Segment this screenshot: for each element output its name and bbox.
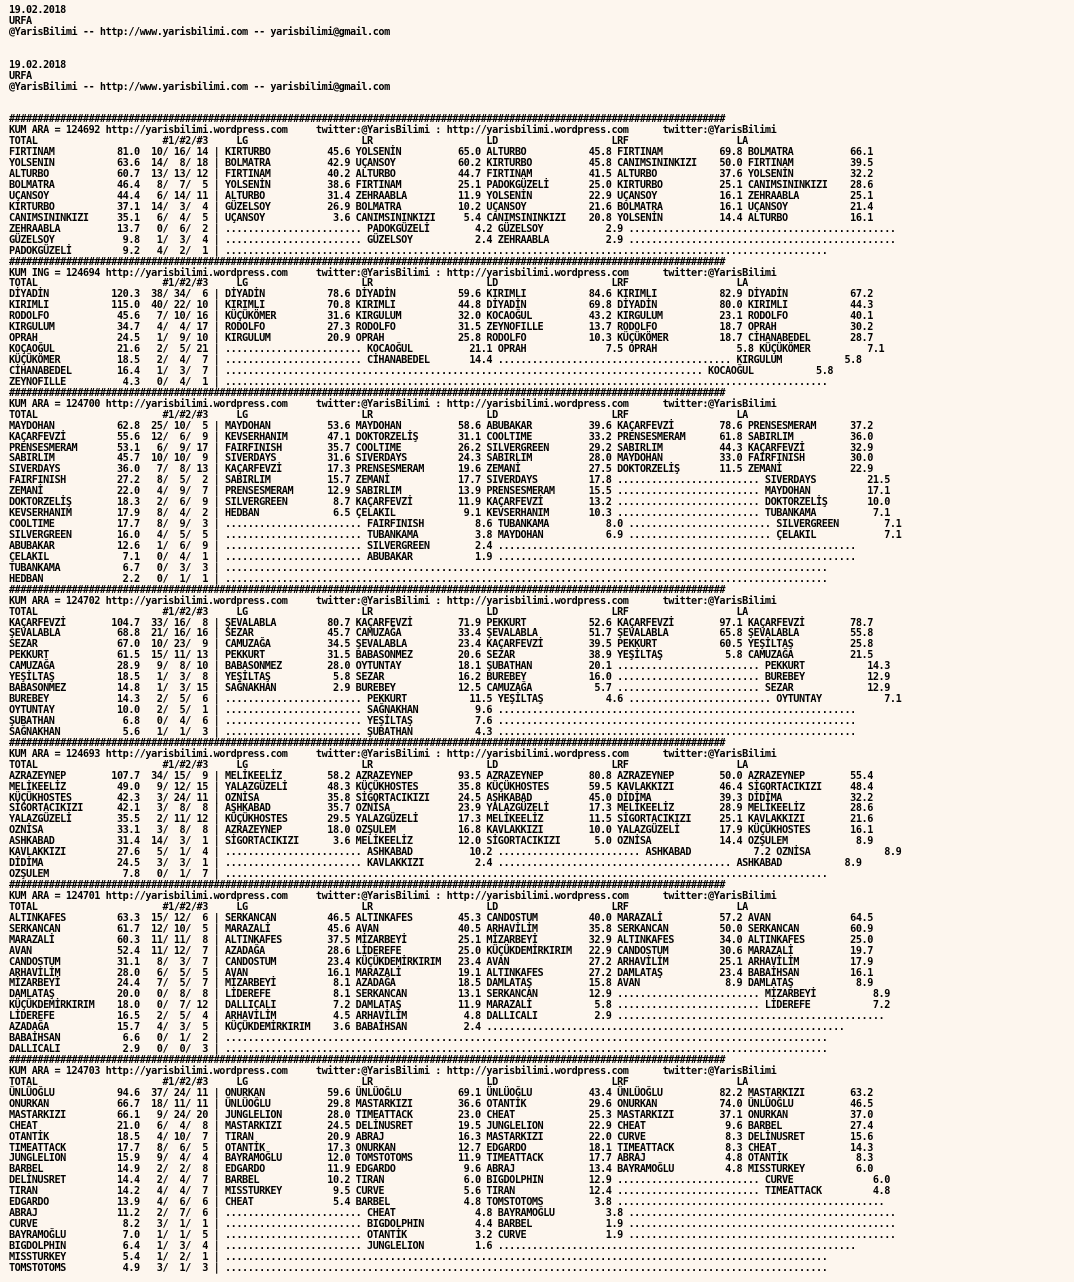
text-line: ##############################################################################################################################	[9, 737, 726, 749]
text-line: ÜNLÜOĞLU 94.6 37/ 24/ 11 | ONURKAN 59.6 ÜNLÜOĞLU 69.1 ÜNLÜOĞLU 43.4 ÜNLÜOĞLU 82.2 MASTARKIZI 63.2	[9, 1087, 873, 1099]
text-line: DALLICALI 2.9 0/ 0/ 3 | ..........................................................................................................	[9, 1044, 828, 1056]
text-line: DİYADİN 120.3 38/ 34/ 6 | DİYADİN 78.6 DİYADİN 59.6 KIRIMLI 84.6 KIRIMLI 82.9 DİYADİN 67.2	[9, 289, 873, 301]
text-line: TOTAL #1/#2/#3 LG LR LD LRF LA	[9, 278, 748, 290]
text-line: @YarisBilimi -- http://www.yarisbilimi.com -- yarisbilimi@gmail.com	[9, 81, 390, 93]
text-line: OZŞULEM 7.8 0/ 1/ 7 | ..........................................................................................................	[9, 869, 828, 881]
text-line: ALTINKAFES 63.3 15/ 12/ 6 | SERKANCAN 46.5 ALTINKAFES 45.3 CANDOSTUM 40.0 MARAZALİ 57.2 AVAN 64.5	[9, 912, 873, 924]
text-line: TOMSTOTOMS 4.9 3/ 1/ 3 | ..........................................................................................................	[9, 1262, 828, 1274]
text-line: SABIRLIM 45.7 10/ 10/ 9 | SIVERDAYS 31.6 SIVERDAYS 24.3 SABIRLIM 28.0 MAYDOHAN 33.0 FAIRFINISH 30.0	[9, 453, 873, 465]
text-line: SAĞNAKHAN 5.6 1/ 1/ 3 | ........................ ŞUBATHAN 4.3 ...............................................................	[9, 726, 856, 738]
text-line: COOLTIME 17.7 8/ 9/ 3 | ........................ FAIRFINISH 8.6 TUBANKAMA 8.0 ......................... SILVERGREEN 7.1	[9, 519, 902, 531]
text-line: CURVE 8.2 3/ 1/ 1 | ........................ BIGDOLPHIN 4.4 BARBEL 1.9 ...............................................	[9, 1219, 896, 1231]
text-line: BABASONMEZ 14.8 1/ 3/ 15 | SAĞNAKHAN 2.9 BUREBEY 12.5 CAMUZAĞA 5.7 ......................... SEZAR 12.9	[9, 683, 890, 695]
text-line: ##############################################################################################################################	[9, 880, 726, 891]
text-line: TOTAL #1/#2/#3 LG LR LD LRF LA	[9, 759, 748, 771]
text-line: @YarisBilimi -- http://www.yarisbilimi.com -- yarisbilimi@gmail.com	[9, 26, 390, 38]
text-line: TUBANKAMA 6.7 0/ 3/ 3 | ..........................................................................................................	[9, 562, 828, 574]
text-line: JUNGLELION 15.9 9/ 4/ 4 | BAYRAMOĞLU 12.0 TOMSTOTOMS 11.9 TIMEATTACK 17.7 ABRAJ 4.8 OTANTİK 8.3	[9, 1153, 873, 1165]
text-line: KUM ARA = 124693 http://yarisbilimi.wordpress.com twitter:@YarisBilimi : http://yarisbilimi.wordpress.com twitter:@YarisBilimi	[9, 748, 777, 760]
text-line: ##############################################################################################################################	[9, 387, 726, 399]
text-line: ABRAJ 11.2 2/ 7/ 6 | ........................ CHEAT 4.8 BAYRAMOĞLU 3.8 ...............................................	[9, 1208, 896, 1220]
text-line: BUREBEY 14.3 2/ 5/ 6 | ........................ PEKKURT 11.5 YEŞİLTAŞ 4.6 ......................... OYTUNTAY 7.1	[9, 694, 902, 706]
text-line: AVAN 52.4 11/ 12/ 7 | AZADAĞA 28.6 LİDEREFE 25.0 KÜÇÜKDEMİRKIRIM 22.9 CANDOSTUM 30.6 MARAZALİ 19.7	[9, 945, 873, 957]
text-line: ZEYNOFILLE 4.3 0/ 4/ 1 | ..........................................................................................................	[9, 376, 828, 388]
text-line: KUM ARA = 124702 http://yarisbilimi.wordpress.com twitter:@YarisBilimi : http://yarisbilimi.wordpress.com twitter:@YarisBilimi	[9, 595, 777, 607]
text-line	[9, 39, 1074, 50]
text-line: ABUBAKAR 12.6 1/ 6/ 9 | ........................ SILVERGREEN 2.4 ...............................................................	[9, 540, 856, 552]
text-line: OTANTİK 18.5 4/ 10/ 7 | TIRAN 20.9 ABRAJ 16.3 MASTARKIZI 22.0 CURVE 8.3 DELİNUSRET 15.6	[9, 1131, 873, 1143]
text-line: ŞUBATHAN 6.8 0/ 4/ 6 | ........................ YEŞİLTAŞ 7.6 ...............................................................	[9, 715, 856, 727]
text-line: KAÇARFEVZİ 104.7 33/ 16/ 8 | ŞEVALABLA 80.7 KAÇARFEVZİ 71.9 PEKKURT 52.6 KAÇARFEVZİ 97.1 KAÇARFEVZİ 78.7	[9, 617, 873, 629]
text-line: FIRTINAM 81.0 10/ 16/ 14 | KIRTURBO 45.6 YOLSENİN 65.0 ALTURBO 45.8 FIRTINAM 69.8 BOLMATRA 66.1	[9, 147, 873, 159]
text-line: MİZARBEYİ 24.4 7/ 5/ 7 | MİZARBEYİ 8.1 AZADAĞA 18.5 DAMLATAŞ 15.8 AVAN 8.9 DAMLATAŞ 8.9	[9, 978, 873, 990]
text-line: ZEMANİ 22.0 4/ 9/ 7 | PRENSESMERAM 12.9 SABIRLIM 13.9 PRENSESMERAM 15.5 ......................... MAYDOHAN 17.1	[9, 486, 890, 498]
text-line: CANIMSININKIZI 35.1 6/ 4/ 5 | UÇANSOY 3.6 CANIMSININKIZI 5.4 CANIMSININKIZI 20.8 YOLSENİN 14.4 ALTURBO 16.1	[9, 212, 873, 224]
text-line: FAIRFINISH 27.2 8/ 5/ 2 | SABIRLIM 15.7 ZEMANİ 17.7 SIVERDAYS 17.8 ......................... SIVERDAYS 21.5	[9, 475, 890, 487]
text-line: 19.02.2018	[9, 59, 66, 71]
text-line	[9, 94, 1074, 105]
text-line: KUM ARA = 124701 http://yarisbilimi.wordpress.com twitter:@YarisBilimi : http://yarisbilimi.wordpress.com twitter:@YarisBilimi	[9, 890, 777, 902]
text-line: KAVLAKKIZI 27.6 5/ 1/ 4 | ........................ ASHKABAD 10.2 ......................... ASHKABAD 7.2 OZNİSA 8.9	[9, 847, 902, 859]
text-line: ##############################################################################################################################	[9, 114, 726, 126]
text-line: KAÇARFEVZİ 55.6 12/ 6/ 9 | KEVSERHANIM 47.1 DOKTORZELİŞ 31.1 COOLTIME 33.2 PRENSESMERAM 61.8 SABIRLIM 36.0	[9, 431, 873, 443]
text-line: LİDEREFE 16.5 2/ 5/ 4 | ARHAVİLİM 4.5 ARHAVİLİM 4.8 DALLICALI 2.9 ...............................................	[9, 1011, 885, 1023]
text-line: ÇELAKIL 7.1 0/ 4/ 1 | ........................ ABUBAKAR 1.9 ...............................................................	[9, 551, 856, 563]
text-line: KÜÇÜKHOSTES 42.3 3/ 24/ 11 | OZNİSA 35.8 SİGORTACIKIZI 24.5 AŞHKABAD 45.0 DİDİMA 39.3 DİDİMA 32.2	[9, 792, 873, 804]
text-line: TOTAL #1/#2/#3 LG LR LD LRF LA	[9, 136, 748, 148]
text-line: CHEAT 21.0 6/ 4/ 8 | MASTARKIZI 24.5 DELİNUSRET 19.5 JUNGLELION 22.9 CHEAT 9.6 BARBEL 27.4	[9, 1120, 873, 1132]
text-line: MAYDOHAN 62.8 25/ 10/ 5 | MAYDOHAN 53.6 MAYDOHAN 58.6 ABUBAKAR 39.6 KAÇARFEVZİ 78.6 PRENSESMERAM 37.2	[9, 420, 873, 432]
text-line: OZNİSA 33.1 3/ 8/ 8 | AZRAZEYNEP 18.0 OZŞULEM 16.8 KAVLAKKIZI 10.0 YALAZGÜZELİ 17.9 KÜÇÜKHOSTES 16.1	[9, 825, 873, 837]
text-line: TIMEATTACK 17.7 8/ 6/ 5 | OTANTİK 17.3 ONURKAN 12.7 EDGARDO 18.1 TIMEATTACK 8.3 CHEAT 14.3	[9, 1142, 873, 1154]
text-line: PEKKURT 61.5 15/ 11/ 13 | PEKKURT 31.5 BABASONMEZ 20.6 SEZAR 38.9 YEŞİLTAŞ 5.8 CAMUZAĞA 21.5	[9, 650, 873, 662]
text-line: PRENSESMERAM 53.1 6/ 9/ 17 | FAIRFINISH 35.7 COOLTIME 26.2 SILVERGREEN 29.2 SABIRLIM 44.3 KAÇARFEVZİ 32.9	[9, 442, 873, 454]
text-line: CİHANABEDEL 16.4 1/ 3/ 7 | .................................................................................... KOCAOĞUL 5.8	[9, 365, 834, 377]
text-line: TOTAL #1/#2/#3 LG LR LD LRF LA	[9, 1076, 748, 1088]
text-line: BABAİHSAN 6.6 0/ 1/ 2 | ..........................................................................................................	[9, 1033, 828, 1045]
text-line: ##############################################################################################################################	[9, 256, 726, 268]
text-line: 19.02.2018	[9, 5, 66, 16]
text-line: MASTARKIZI 66.1 9/ 24/ 20 | JUNGLELION 28.0 TIMEATTACK 23.0 CHEAT 25.3 MASTARKIZI 37.1 ONURKAN 37.0	[9, 1109, 873, 1121]
text-line: URFA	[9, 15, 32, 27]
text-line: GÜZELSOY 9.8 1/ 3/ 4 | ........................ GÜZELSOY 2.4 ZEHRAABLA 2.9 ...............................................	[9, 234, 896, 246]
text-line: KUM ARA = 124692 http://yarisbilimi.wordpress.com twitter:@YarisBilimi : http://yarisbilimi.wordpress.com twitter:@YarisBilimi	[9, 125, 777, 137]
text-line: TOTAL #1/#2/#3 LG LR LD LRF LA	[9, 901, 748, 913]
text-line: ASHKABAD 31.4 14/ 3/ 1 | SİGORTACIKIZI 3.6 MELİKEELİZ 12.0 SİGORTACIKIZI 5.0 OZNİSA 14.4 OZŞULEM 8.9	[9, 836, 873, 848]
text-line: AZADAĞA 15.7 4/ 3/ 5 | KÜÇÜKDEMİRKIRIM 3.6 BABAİHSAN 2.4 ...............................................................	[9, 1022, 845, 1034]
text-line: HEDBAN 2.2 0/ 1/ 1 | ..........................................................................................................	[9, 573, 828, 585]
text-line: KIRGULUM 34.7 4/ 4/ 17 | RODOLFO 27.3 RODOLFO 31.5 ZEYNOFILLE 13.7 RODOLFO 18.7 OPRAH 30.2	[9, 322, 873, 334]
text-line: DİDİMA 24.5 3/ 3/ 1 | ........................ KAVLAKKIZI 2.4 ......................................... ASHKABAD 8.9	[9, 858, 862, 870]
text-line: ##############################################################################################################################	[9, 584, 726, 596]
text-line: KÜÇÜKÖMER 18.5 2/ 4/ 7 | ........................ CİHANABEDEL 14.4 ......................................... KIRGULUM 5.8	[9, 355, 862, 366]
text-line: RODOLFO 45.6 7/ 10/ 16 | KÜÇÜKÖMER 31.6 KIRGULUM 32.0 KOCAOĞUL 43.2 KIRGULUM 23.1 RODOLFO 40.1	[9, 311, 873, 323]
text-line: MARAZALİ 60.3 11/ 11/ 8 | ALTINKAFES 37.5 MİZARBEYİ 25.1 MİZARBEYİ 32.9 ALTINKAFES 34.0 ALTINKAFES 25.0	[9, 934, 873, 946]
text-line: ONURKAN 66.7 18/ 11/ 11 | ÜNLÜOĞLU 29.8 MASTARKIZI 36.6 OTANTİK 29.6 ONURKAN 74.0 ÜNLÜOĞLU 46.5	[9, 1098, 873, 1110]
text-line: TOTAL #1/#2/#3 LG LR LD LRF LA	[9, 409, 748, 421]
text-line: KIRTURBO 37.1 14/ 3/ 4 | GÜZELSOY 26.9 BOLMATRA 10.2 UÇANSOY 21.6 BOLMATRA 16.1 UÇANSOY 21.4	[9, 201, 873, 213]
text-line: EDGARDO 13.9 4/ 6/ 6 | CHEAT 5.4 BARBEL 4.8 TOMSTOTOMS 3.8 ...............................................	[9, 1197, 885, 1209]
text-line: YALAZGÜZELİ 35.5 2/ 11/ 12 | KÜÇÜKHOSTES 29.5 YALAZGÜZELİ 17.3 MELİKEELİZ 11.5 SİGORTACIKIZI 25.1 KAVLAKKIZI 21.6	[9, 814, 873, 826]
text-line: DAMLATAŞ 20.0 0/ 8/ 8 | LİDEREFE 8.1 SERKANCAN 13.1 SERKANCAN 12.9 ......................... MİZARBEYİ 8.9	[9, 989, 890, 1001]
text-line: YOLSENIN 63.6 14/ 8/ 18 | BOLMATRA 42.9 UÇANSOY 60.2 KIRTURBO 45.8 CANIMSININKIZI 50.0 FIRTINAM 39.5	[9, 158, 873, 170]
text-line: MELİKEELİZ 49.0 9/ 12/ 15 | YALAZGÜZELİ 48.3 KÜÇÜKHOSTES 35.8 KÜÇÜKHOSTES 59.5 KAVLAKKIZI 46.4 SİGORTACIKIZI 48.4	[9, 781, 873, 793]
text-line: BAYRAMOĞLU 7.0 1/ 1/ 5 | ........................ OTANTİK 3.2 CURVE 1.9 ...............................................	[9, 1230, 896, 1241]
text-line: BIGDOLPHIN 6.4 1/ 3/ 4 | ........................ JUNGLELION 1.6 ...............................................................	[9, 1240, 856, 1252]
text-line: KEVSERHANIM 17.9 8/ 4/ 2 | HEDBAN 6.5 ÇELAKIL 9.1 KEVSERHANIM 10.3 ......................... TUBANKAMA 7.1	[9, 508, 890, 520]
text-line: ŞEVALABLA 68.8 21/ 16/ 16 | SEZAR 45.7 CAMUZAĞA 33.4 ŞEVALABLA 51.7 ŞEVALABLA 65.8 ŞEVALABLA 55.8	[9, 628, 873, 640]
text-line: BARBEL 14.9 2/ 2/ 8 | EDGARDO 11.9 EDGARDO 9.6 ABRAJ 13.4 BAYRAMOĞLU 4.8 MISSTURKEY 6.0	[9, 1164, 873, 1176]
text-line: ZEHRAABLA 13.7 0/ 6/ 2 | ........................ PADOKGÜZELİ 4.2 GÜZELSOY 2.9 ...............................................	[9, 223, 896, 235]
text-line	[9, 50, 1074, 61]
text-line: CANDOSTUM 31.1 8/ 3/ 7 | CANDOSTUM 23.4 KÜÇÜKDEMİRKIRIM 23.4 AVAN 27.2 ARHAVİLİM 25.1 ARHAVİLİM 17.9	[9, 956, 873, 968]
text-line: DOKTORZELİŞ 18.3 2/ 6/ 9 | SILVERGREEN 8.7 KAÇARFEVZİ 11.9 KAÇARFEVZİ 13.2 ......................... DOKTORZELİŞ 10.0	[9, 497, 890, 509]
text-line: AZRAZEYNEP 107.7 34/ 15/ 9 | MELİKEELİZ 58.2 AZRAZEYNEP 93.5 AZRAZEYNEP 80.8 AZRAZEYNEP 50.0 AZRAZEYNEP 55.4	[9, 770, 873, 782]
text-line: PADOKGÜZELİ 9.2 4/ 2/ 1 | ..........................................................................................................	[9, 245, 828, 257]
text-line: SERKANCAN 61.7 12/ 10/ 5 | MARAZALİ 45.6 AVAN 40.5 ARHAVİLİM 35.8 SERKANCAN 50.0 SERKANCAN 60.9	[9, 923, 873, 935]
text-line: BOLMATRA 46.4 8/ 7/ 5 | YOLSENİN 38.6 FIRTINAM 25.1 PADOKGÜZELİ 25.0 KIRTURBO 25.1 CANIMSININKIZI 28.6	[9, 180, 873, 191]
text-line: DELİNUSRET 14.4 2/ 4/ 7 | BARBEL 10.2 TIRAN 6.0 BIGDOLPHIN 12.9 ......................... CURVE 6.0	[9, 1175, 890, 1187]
text-line: SEZAR 67.0 10/ 23/ 9 | CAMUZAĞA 34.5 ŞEVALABLA 23.4 KAÇARFEVZİ 39.5 PEKKURT 60.5 YEŞİLTAŞ 25.8	[9, 639, 873, 651]
text-line: ##############################################################################################################################	[9, 1055, 726, 1066]
text-line: KOÇAOĞUL 21.6 2/ 5/ 21 | ........................ KOCAOĞUL 21.1 OPRAH 7.5 OPRAH 5.8 KÜÇÜKÖMER 7.1	[9, 344, 885, 356]
text-line: YEŞİLTAŞ 18.5 1/ 3/ 8 | YEŞİLTAŞ 5.8 SEZAR 16.2 BUREBEY 16.0 ......................... BUREBEY 12.9	[9, 672, 890, 684]
text-line: ALTURBO 60.7 13/ 13/ 12 | FIRTINAM 40.2 ALTURBO 44.7 FIRTINAM 41.5 ALTURBO 37.6 YOLSENİN 32.2	[9, 169, 873, 181]
text-line: KÜÇÜKDEMİRKIRIM 18.0 0/ 7/ 12 | DALLICALI 7.2 DAMLATAŞ 11.9 MARAZALİ 5.8 ......................... LİDEREFE 7.2	[9, 1000, 890, 1012]
text-line: SILVERGREEN 16.0 4/ 5/ 5 | ........................ TUBANKAMA 3.8 MAYDOHAN 6.9 ......................... ÇELAKIL 7.1	[9, 530, 902, 541]
text-line: KIRIMLI 115.0 40/ 22/ 10 | KIRIMLI 70.8 KIRIMLI 44.8 DİYADİN 69.8 DİYADİN 80.0 KIRIMLI 44.3	[9, 300, 873, 312]
text-line: OYTUNTAY 10.0 2/ 5/ 1 | ........................ SAĞNAKHAN 9.6 ...............................................................	[9, 705, 856, 716]
text-line: CAMUZAĞA 28.9 9/ 8/ 10 | BABASONMEZ 28.0 OYTUNTAY 18.1 ŞUBATHAN 20.1 ......................... PEKKURT 14.3	[9, 661, 890, 673]
text-line: TOTAL #1/#2/#3 LG LR LD LRF LA	[9, 606, 748, 618]
text-line: KUM ING = 124694 http://yarisbilimi.wordpress.com twitter:@YarisBilimi : http://yarisbilimi.wordpress.com twitter:@YarisBilimi	[9, 267, 777, 279]
text-line: OPRAH 24.5 1/ 9/ 10 | KIRGULUM 20.9 OPRAH 25.8 RODOLFO 10.3 KÜÇÜKÖMER 18.7 CİHANABEDEL 28.7	[9, 333, 873, 345]
text-line: KUM ARA = 124703 http://yarisbilimi.wordpress.com twitter:@YarisBilimi : http://yarisbilimi.wordpress.com twitter:@YarisBilimi	[9, 1065, 777, 1077]
text-line: ARHAVİLİM 28.0 6/ 5/ 5 | AVAN 16.1 MARAZALİ 19.1 ALTINKAFES 27.2 DAMLATAŞ 23.4 BABAİHSAN 16.1	[9, 967, 873, 979]
text-line: UÇANSOY 44.4 6/ 14/ 11 | ALTURBO 31.4 ZEHRAABLA 11.9 YOLSENİN 22.9 UÇANSOY 16.1 ZEHRAABLA 25.1	[9, 190, 873, 202]
text-line: URFA	[9, 70, 32, 82]
text-line: MISSTURKEY 5.4 1/ 2/ 1 | ..........................................................................................................	[9, 1251, 828, 1263]
text-line: SIVERDAYS 36.0 7/ 8/ 13 | KAÇARFEVZİ 17.3 PRENSESMERAM 19.6 ZEMANİ 27.5 DOKTORZELİŞ 11.5 ZEMANİ 22.9	[9, 464, 873, 476]
text-line: KUM ARA = 124700 http://yarisbilimi.wordpress.com twitter:@YarisBilimi : http://yarisbilimi.wordpress.com twitter:@YarisBilimi	[9, 398, 777, 410]
text-line: TIRAN 14.2 4/ 4/ 7 | MISSTURKEY 9.5 CURVE 5.6 TIRAN 12.4 ......................... TIMEATTACK 4.8	[9, 1186, 890, 1198]
text-line: SİGORTACIKIZI 42.1 3/ 8/ 8 | AŞHKABAD 35.7 OZNİSA 23.9 YALAZGÜZELİ 17.3 MELİKEELİZ 28.9 MELİKEELİZ 28.6	[9, 803, 873, 815]
